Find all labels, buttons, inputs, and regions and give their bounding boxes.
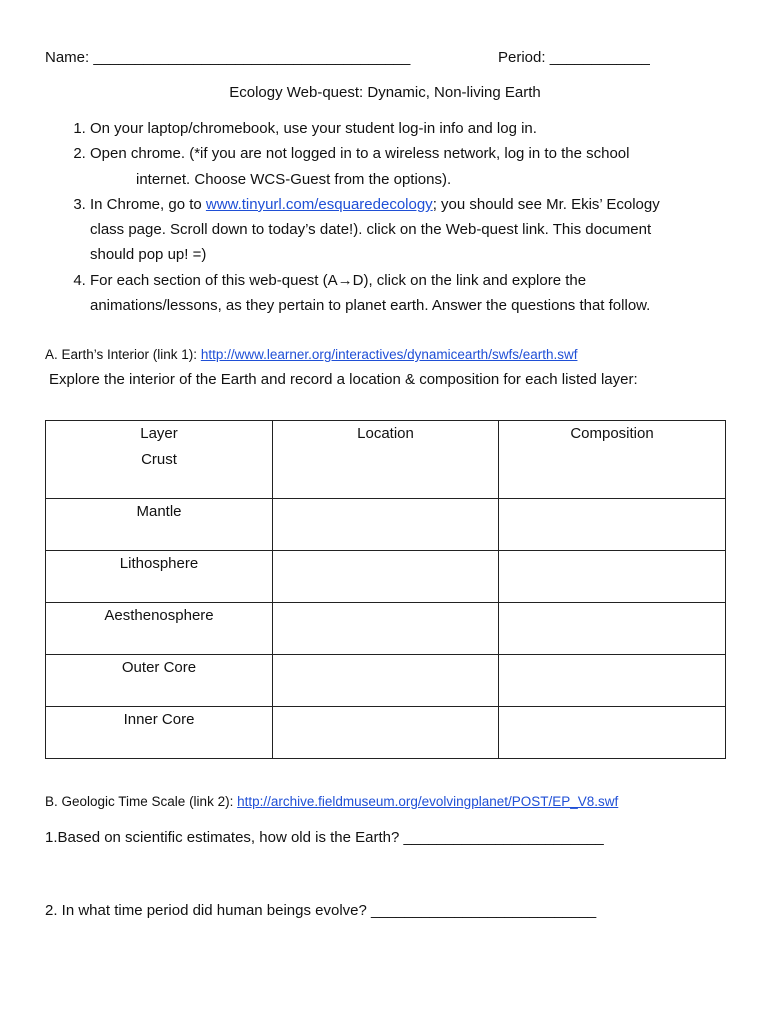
- table-header-row: [46, 421, 726, 448]
- name-field-label: Name: ______________________________________: [45, 49, 411, 66]
- composition-cell[interactable]: [499, 655, 726, 707]
- location-cell[interactable]: [273, 603, 499, 655]
- composition-cell[interactable]: [499, 603, 726, 655]
- layer-name: Inner Core: [46, 707, 273, 759]
- table-row: [46, 603, 726, 655]
- section-b-heading: B. Geologic Time Scale (link 2): http://archive.fieldmuseum.org/evolvingplanet/POST/EP_V8.swf: [45, 794, 619, 809]
- location-cell[interactable]: [273, 499, 499, 551]
- right-arrow-icon: →: [337, 271, 353, 289]
- question-earth-age[interactable]: 1.Based on scientific estimates, how old is the Earth? ________________________: [45, 829, 604, 846]
- layer-name: Mantle: [46, 499, 273, 551]
- period-field-label: Period: ____________: [498, 49, 650, 66]
- worksheet-title: Ecology Web-quest: Dynamic, Non-living Earth: [229, 84, 541, 101]
- composition-cell[interactable]: [499, 499, 726, 551]
- layer-name: Crust: [46, 447, 273, 499]
- earth-layers-table: [45, 420, 726, 759]
- table-row: [46, 447, 726, 499]
- table-row: [46, 655, 726, 707]
- esquaredecology-link[interactable]: www.tinyurl.com/esquaredecology: [205, 195, 433, 213]
- header-composition: Composition: [499, 421, 726, 448]
- layer-name: Outer Core: [46, 655, 273, 707]
- location-cell[interactable]: [273, 551, 499, 603]
- header-layer: Layer: [46, 421, 273, 448]
- header-location: Location: [273, 421, 499, 448]
- section-a-heading: A. Earth’s Interior (link 1): http://www.learner.org/interactives/dynamicearth/swfs/earth.swf: [45, 347, 578, 362]
- instruction-step-3: 3. In Chrome, go to www.tinyurl.com/esquaredecology; you should see Mr. Ekis’ Ecology class page. Scroll down to today’s date!). click on the Web-quest link. This document should pop up! =): [90, 192, 770, 268]
- earth-interior-link[interactable]: http://www.learner.org/interactives/dynamicearth/swfs/earth.swf: [200, 347, 578, 362]
- question-human-evolution[interactable]: 2. In what time period did human beings evolve? ___________________________: [45, 902, 597, 919]
- section-a-instruction: Explore the interior of the Earth and record a location & composition for each listed layer:: [49, 371, 638, 388]
- instruction-step-4: 4. For each section of this web-quest (A→D), click on the link and explore the animations/lessons, as they pertain to planet earth. Answer the questions that follow.: [90, 268, 770, 319]
- layer-name: Aesthenosphere: [46, 603, 273, 655]
- instruction-step-2: 2. Open chrome. (*if you are not logged in to a wireless network, log in to the school internet. Choose WCS-Guest from the options).: [90, 141, 770, 192]
- layer-name: Lithosphere: [46, 551, 273, 603]
- instruction-list: [44, 116, 770, 318]
- geologic-time-link[interactable]: http://archive.fieldmuseum.org/evolvingplanet/POST/EP_V8.swf: [237, 794, 619, 809]
- composition-cell[interactable]: [499, 447, 726, 499]
- instruction-step-1: 1. On your laptop/chromebook, use your student log-in info and log in.: [90, 116, 770, 141]
- table-row: [46, 707, 726, 759]
- location-cell[interactable]: [273, 655, 499, 707]
- table-row: [46, 499, 726, 551]
- table-row: [46, 551, 726, 603]
- composition-cell[interactable]: [499, 707, 726, 759]
- composition-cell[interactable]: [499, 551, 726, 603]
- location-cell[interactable]: [273, 707, 499, 759]
- location-cell[interactable]: [273, 447, 499, 499]
